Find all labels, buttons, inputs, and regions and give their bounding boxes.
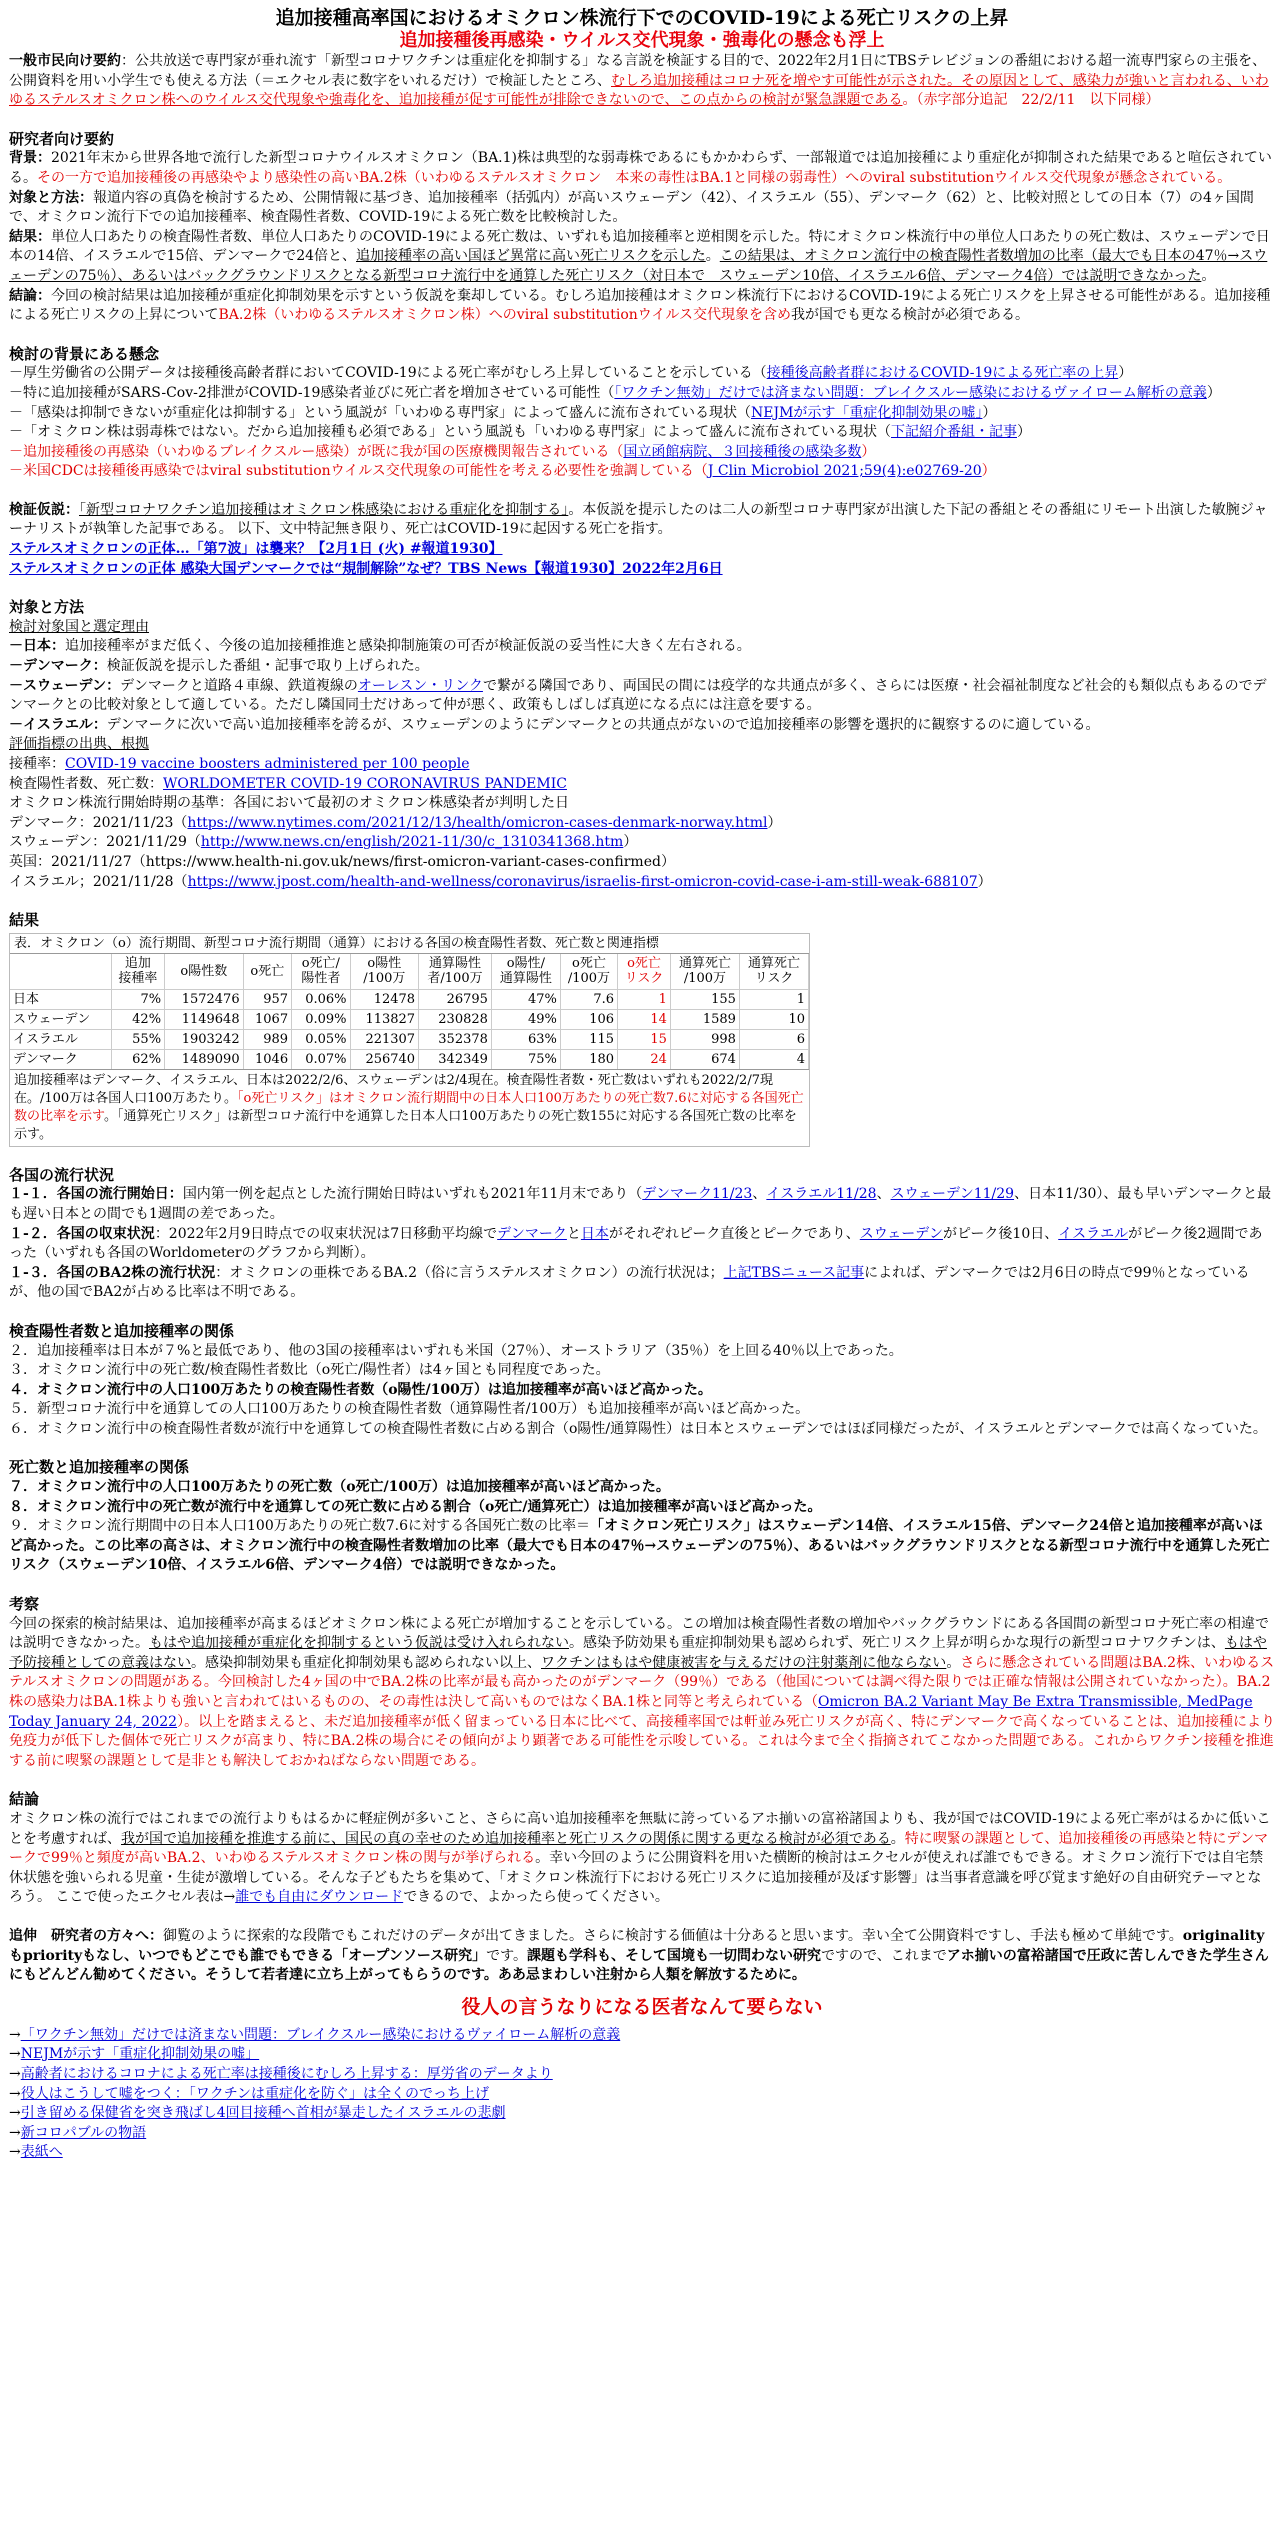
table-cell: 106 bbox=[560, 1009, 617, 1029]
footer-link-item: →新コロパブルの物語 bbox=[9, 2124, 147, 2141]
table-cell: 75% bbox=[491, 1049, 560, 1069]
trend-1-2: １-２．各国の収束状況：2022年2月9日時点での収束状況は7日移動平均線でデンマークと日本がそれぞれピーク直後とピークであり、スウェーデンがピーク後10日、イスラエルがピーク後2週間であった（いずれも各国のWorldometerのグラフから判断）。 bbox=[9, 1225, 1263, 1262]
country-cell: イスラエル bbox=[10, 1029, 111, 1049]
home-link[interactable]: 表紙へ bbox=[20, 2144, 63, 2161]
footer-link[interactable]: 引き留める保健省を突き飛ばし4回目接種へ首相が暴走したイスラエルの悲劇 bbox=[20, 2105, 506, 2122]
footer-link-item: →引き留める保健省を突き飛ばし4回目接種へ首相が暴走したイスラエルの悲劇 bbox=[9, 2105, 506, 2122]
table-cell: 1903242 bbox=[165, 1029, 244, 1049]
footer-link[interactable]: 役人はこうして嘘をつく：「ワクチンは重症化を防ぐ」は全くのでっち上げ bbox=[20, 2085, 490, 2102]
table-cell: 49% bbox=[491, 1009, 560, 1029]
source-sweden: スウェーデン：2021/11/29（http://www.news.cn/english/2021-11/30/c_1310341368.htm） bbox=[9, 834, 638, 851]
table-cell: 1489090 bbox=[165, 1049, 244, 1069]
table-cell: 7.6 bbox=[560, 989, 617, 1009]
footer-link-item: →「ワクチン無効」だけでは済まない問題：ブレイクスルー感染におけるヴァイローム解析の意義 bbox=[9, 2026, 621, 2043]
results-heading: 結果 bbox=[9, 911, 40, 930]
concern-link[interactable]: 国立函館病院、３回接種後の感染多数 bbox=[623, 443, 862, 460]
conclusion-heading: 結論 bbox=[9, 1790, 40, 1809]
worldometer-link[interactable]: WORLDOMETER COVID-19 CORONAVIRUS PANDEMIC bbox=[163, 775, 567, 792]
target-israel: －イスラエル：デンマークに次いで高い追加接種率を誇るが、スウェーデンのようにデンマークとの共通点がないので追加接種率の影響を選択的に観察するのに適している。 bbox=[9, 716, 1100, 733]
table-cell: 1149648 bbox=[165, 1009, 244, 1029]
footer-link-item: →表紙へ bbox=[9, 2144, 63, 2161]
table-cell: 342349 bbox=[419, 1049, 492, 1069]
table-header-cell: 通算死亡 /100万 bbox=[670, 954, 739, 990]
relation1-item: ３．オミクロン流行中の死亡数/検査陽性者数比（o死亡/陽性者）は4ヶ国とも同程度であった。 bbox=[9, 1362, 610, 1379]
concern-item: －「オミクロン株は弱毒株ではない。だから追加接種も必須である」という風説も「いわゆる専門家」によって盛んに流布されている現状（下記紹介番組・記事） bbox=[9, 424, 1031, 441]
targets-subheading: 検討対象国と選定理由 bbox=[9, 618, 149, 635]
tbs-program-link-2[interactable]: ステルスオミクロンの正体 感染大国デンマークでは“規制解除”なぜ？TBS News【報道1930】2022年2月6日 bbox=[9, 560, 723, 577]
table-row bbox=[10, 1029, 809, 1049]
table-cell: 180 bbox=[560, 1049, 617, 1069]
footer-link-item: →高齢者におけるコロナによる死亡率は接種後にむしろ上昇する：厚労省のデータより bbox=[9, 2065, 553, 2082]
table-cell: 1 bbox=[739, 989, 808, 1009]
table-header-cell: o死亡 /100万 bbox=[560, 954, 617, 990]
table-cell: 42% bbox=[111, 1009, 164, 1029]
researcher-summary-heading: 研究者向け要約 bbox=[9, 129, 115, 148]
table-cell: 221307 bbox=[350, 1029, 419, 1049]
table-cell: 1067 bbox=[243, 1009, 292, 1029]
table-cell: 1046 bbox=[243, 1049, 292, 1069]
concern-link[interactable]: 接種後高齢者群におけるCOVID-19による死亡率の上昇 bbox=[766, 365, 1119, 382]
source-start: オミクロン株流行開始時期の基準：各国において最初のオミクロン株感染者が判明した日 bbox=[9, 795, 569, 812]
japan-graph-link[interactable]: 日本 bbox=[580, 1225, 609, 1242]
country-cell: デンマーク bbox=[10, 1049, 111, 1069]
table-header-cell bbox=[10, 954, 111, 990]
table-row bbox=[10, 1009, 809, 1029]
source-cases: 検査陽性者数、死亡数：WORLDOMETER COVID-19 CORONAVIRUS PANDEMIC bbox=[9, 775, 567, 792]
denmark-start-link[interactable]: デンマーク11/23 bbox=[642, 1186, 753, 1203]
trend-heading: 各国の流行状況 bbox=[9, 1165, 115, 1184]
concern-link[interactable]: NEJMが示す「重症化抑制効果の嘘」 bbox=[751, 404, 983, 421]
relation2-item: ８．オミクロン流行中の死亡数が流行中を通算しての死亡数に占める割合（o死亡/通算死亡）は追加接種率が高いほど高かった。 bbox=[9, 1498, 822, 1515]
medpage-link[interactable]: Omicron BA.2 Variant May Be Extra Transmissible, MedPage Today January 24, 2022 bbox=[9, 1694, 1253, 1730]
table-header-cell: o死亡/ 陽性者 bbox=[292, 954, 350, 990]
table-cell: 15 bbox=[618, 1029, 671, 1049]
concern-item: －厚生労働省の公開データは接種後高齢者群においてCOVID-19による死亡率がむしろ上昇していることを示している（接種後高齢者群におけるCOVID-19による死亡率の上昇） bbox=[9, 365, 1133, 382]
sweden-start-link[interactable]: スウェーデン11/29 bbox=[890, 1186, 1015, 1203]
table-cell: 63% bbox=[491, 1029, 560, 1049]
table-header-cell: o死亡 リスク bbox=[618, 954, 671, 990]
source-denmark: デンマーク：2021/11/23（https://www.nytimes.com/2021/12/13/health/omicron-cases-denmark-norway.html） bbox=[9, 814, 782, 831]
relation1-item: ２．追加接種率は日本が７%と最低であり、他の3国の接種率はいずれも米国（27％）、オーストラリア（35％）を上回る40％以上であった。 bbox=[9, 1342, 903, 1359]
table-cell: 1 bbox=[618, 989, 671, 1009]
table-header-cell: 通算死亡 リスク bbox=[739, 954, 808, 990]
table-cell: 957 bbox=[243, 989, 292, 1009]
general-summary-heading: 一般市民向け要約 bbox=[9, 53, 121, 69]
israel-source-link[interactable]: https://www.jpost.com/health-and-wellness/coronavirus/israelis-first-omicron-covid-case-i-am-still-weak-688107 bbox=[187, 873, 978, 890]
table-cell: 0.09% bbox=[292, 1009, 350, 1029]
concern-link[interactable]: J Clin Microbiol 2021;59(4):e02769-20 bbox=[707, 463, 982, 480]
table-cell: 256740 bbox=[350, 1049, 419, 1069]
targets-heading: 対象と方法 bbox=[9, 598, 85, 617]
table-cell: 998 bbox=[670, 1029, 739, 1049]
table-cell: 4 bbox=[739, 1049, 808, 1069]
concern-item: －特に追加接種がSARS-Cov-2排泄がCOVID-19感染者並びに死亡者を増加させている可能性（「ワクチン無効」だけでは済まない問題：ブレイクスルー感染におけるヴァイローム解析の意義） bbox=[9, 384, 1221, 401]
methods-paragraph: 対象と方法：報道内容の真偽を検討するため、公開情報に基づき、追加接種率（括弧内）が高いスウェーデン（42）、イスラエル（55）、デンマーク（62）と、比較対照としての日本（7）の4ヶ国間で、オミクロン流行下での追加接種率、検査陽性者数、COVID-19による死亡数を比較検討した。 bbox=[9, 189, 1254, 226]
table-cell: 26795 bbox=[419, 989, 492, 1009]
tbs-program-link-1[interactable]: ステルスオミクロンの正体…「第7波」は襲来？【2月1日 (火) #報道1930】 bbox=[9, 541, 503, 558]
relation2-heading: 死亡数と追加接種率の関係 bbox=[9, 1458, 190, 1477]
target-denmark: －デンマーク：検証仮説を提示した番組・記事で取り上げられた。 bbox=[9, 658, 429, 675]
sources-subheading: 評価指標の出典、根拠 bbox=[9, 736, 149, 753]
table-cell: 14 bbox=[618, 1009, 671, 1029]
table-note: 追加接種率はデンマーク、イスラエル、日本は2022/2/6、スウェーデンは2/4現在。検査陽性者数・死亡数はいずれも2022/2/7現在。/100万は各国人口100万あたり。「o死亡リスク」はオミクロン流行期間中の日本人口100万あたりの死亡数7.6に対応する各国死亡数の比率を示す。「通算死亡リスク」は新型コロナ流行中を通算した日本人口100万あたりの死亡数155に対応する各国死亡数の比率を示す。 bbox=[10, 1069, 809, 1146]
footer-link[interactable]: 「ワクチン無効」だけでは済まない問題：ブレイクスルー感染におけるヴァイローム解析の意義 bbox=[20, 2026, 621, 2043]
table-row bbox=[10, 1049, 809, 1069]
table-header-cell: o陽性 /100万 bbox=[350, 954, 419, 990]
table-cell: 1572476 bbox=[165, 989, 244, 1009]
table-header-cell: o陽性数 bbox=[165, 954, 244, 990]
table-cell: 55% bbox=[111, 1029, 164, 1049]
table-cell: 0.07% bbox=[292, 1049, 350, 1069]
footer-links bbox=[9, 2026, 1275, 2163]
page-subtitle: 追加接種後再感染・ウイルス交代現象・強毒化の懸念も浮上 bbox=[399, 30, 885, 51]
sweden-graph-link[interactable]: スウェーデン bbox=[859, 1225, 943, 1242]
table-row bbox=[10, 989, 809, 1009]
concern-link[interactable]: 下記紹介番組・記事 bbox=[891, 424, 1017, 441]
relation1-heading: 検査陽性者数と追加接種率の関係 bbox=[9, 1321, 235, 1340]
table-cell: 155 bbox=[670, 989, 739, 1009]
footer-link[interactable]: NEJMが示す「重症化抑制効果の嘘」 bbox=[20, 2046, 260, 2063]
table-cell: 7% bbox=[111, 989, 164, 1009]
table-cell: 0.06% bbox=[292, 989, 350, 1009]
concern-link[interactable]: 「ワクチン無効」だけでは済まない問題：ブレイクスルー感染におけるヴァイローム解析の意義 bbox=[614, 384, 1207, 401]
tbs-news-link[interactable]: 上記TBSニュース記事 bbox=[723, 1264, 865, 1281]
table-cell: 10 bbox=[739, 1009, 808, 1029]
relation1-item: ６．オミクロン流行中の検査陽性者数が流行中を通算しての検査陽性者数に占める割合（o陽性/通算陽性）は日本とスウェーデンではほぼ同様だったが、イスラエルとデンマークでは高くなっていた。 bbox=[9, 1420, 1267, 1437]
footer-link[interactable]: 高齢者におけるコロナによる死亡率は接種後にむしろ上昇する：厚労省のデータより bbox=[20, 2065, 553, 2082]
source-uk: 英国：2021/11/27（https://www.health-ni.gov.uk/news/first-omicron-variant-cases-confirmed） bbox=[9, 853, 675, 870]
table-title: 表．オミクロン（o）流行期間、新型コロナ流行期間（通算）における各国の検査陽性者数、死亡数と関連指標 bbox=[10, 934, 809, 954]
table-cell: 115 bbox=[560, 1029, 617, 1049]
table-header-cell: o死亡 bbox=[243, 954, 292, 990]
table-cell: 674 bbox=[670, 1049, 739, 1069]
slogan: 役人の言うなりになる医者なんて要らない bbox=[461, 1995, 823, 2018]
table-cell: 0.05% bbox=[292, 1029, 350, 1049]
hypothesis-paragraph: 検証仮説：「新型コロナワクチン追加接種はオミクロン株感染における重症化を抑制する」。本仮説を提示したのは二人の新型コロナ専門家が出演した下記の番組とその番組にリモート出演した敏腕ジャーナリストが執筆した記事である。 以下、文中特記無き限り、死亡はCOVID-19に起因する死亡を指す。 bbox=[9, 501, 1268, 538]
country-cell: スウェーデン bbox=[10, 1009, 111, 1029]
table-cell: 12478 bbox=[350, 989, 419, 1009]
oresund-link[interactable]: オーレスン・リンク bbox=[357, 677, 483, 694]
denmark-source-link[interactable]: https://www.nytimes.com/2021/12/13/health/omicron-cases-denmark-norway.html bbox=[187, 814, 768, 831]
conclusion-paragraph: 結論：今回の検討結果は追加接種が重症化抑制効果を示すという仮説を棄却している。むしろ追加接種はオミクロン株流行下におけるCOVID-19による死亡リスクを上昇させる可能性がある。追加接種による死亡リスクの上昇についてBA.2株（いわゆるステルスオミクロン株）へのviral substitutionウイルス交代現象を含め我が国でも更なる検討が必須である。 bbox=[9, 287, 1271, 324]
discussion-heading: 考察 bbox=[9, 1595, 40, 1614]
table-cell: 230828 bbox=[419, 1009, 492, 1029]
table-cell: 24 bbox=[618, 1049, 671, 1069]
source-israel: イスラエル；2021/11/28（https://www.jpost.com/health-and-wellness/coronavirus/israelis-first-omicron-covid-case-i-am-still-weak-688107） bbox=[9, 873, 992, 890]
page-title: 追加接種高率国におけるオミクロン株流行下でのCOVID-19による死亡リスクの上昇 bbox=[275, 7, 1009, 29]
table-cell: 1589 bbox=[670, 1009, 739, 1029]
concern-heading: 検討の背景にある懸念 bbox=[9, 344, 160, 363]
discussion-paragraph: 今回の探索的検討結果は、追加接種率が高まるほどオミクロン株による死亡が増加することを示している。この増加は検査陽性者数の増加やバックグラウンドにある各国間の新型コロナ死亡率の相違では説明できなかった。もはや追加接種が重症化を抑制するという仮説は受け入れられない。感染予防効果も重症抑制効果も認められず、死亡リスク上昇が明らかな現行の新型コロナワクチンは、もはや予防接種としての意義はない。感染抑制効果も重症化抑制効果も認められない以上、ワクチンはもはや健康被害を与えるだけの注射薬剤に他ならない。さらに懸念されている問題はBA.2株、いわゆるステルスオミクロンの問題がある。今回検討した4ヶ国の中でBA.2株の比率が最も高かったのがデンマーク（99％）である（他国については調べ得た限りでは正確な情報は公開されていなかった）。BA.2株の感染力はBA.1株よりも強いと言われてはいるものの、その毒性は決して高いものではなくBA.1株と同等と考えられている（Omicron BA.2 Variant May Be Extra Transmissible, MedPage Today January 24, 2022）。以上を踏まえると、未だ追加接種率が低く留まっている日本に比べて、高接種率国では軒並み死亡リスクが高く、特にデンマークで高くなっていることは、追加接種により免疫力が低下した個体で死亡リスクが高まり、特にBA.2株の場合にその傾向がより顕著である可能性を示唆している。これは今まで全く指摘されてこなかった問題である。これからワクチン接種を推進する前に喫緊の課題として是非とも解決しておかねばならない問題である。 bbox=[9, 1615, 1275, 1769]
table-cell: 47% bbox=[491, 989, 560, 1009]
table-cell: 989 bbox=[243, 1029, 292, 1049]
concern-list bbox=[9, 364, 1275, 482]
boosters-link[interactable]: COVID-19 vaccine boosters administered per 100 people bbox=[65, 756, 470, 772]
trend-1-1: １-１．各国の流行開始日：国内第一例を起点とした流行開始日時はいずれも2021年11月末であり（デンマーク11/23、イスラエル11/28、スウェーデン11/29、日本11/30）、最も早いデンマークと最も遅い日本との間でも1週間の差であった。 bbox=[9, 1186, 1272, 1222]
postscript: 追伸 研究者の方々へ：御覧のように探索的な段階でもこれだけのデータが出てきました。さらに検討する価値は十分あると思います。幸い全て公開資料ですし、手法も極めて単純です。originalityもpriorityもなし、いつでもどこでも誰でもできる「オープンソース研究」です。課題も学科も、そして国境も一切問わない研究ですので、これまでアホ揃いの富裕諸国で圧政に苦しんできた学生さんにもどんどん勧めてください。そうして若者達に立ち上がってもらうのです。ああ忌まわしい注射から人類を解放するために。 bbox=[9, 1927, 1269, 1984]
concern-item: －「感染は抑制できないが重症化は抑制する」という風説が「いわゆる専門家」によって盛んに流布されている現状（NEJMが示す「重症化抑制効果の嘘」） bbox=[9, 404, 997, 421]
concern-item: －米国CDCは接種後再感染ではviral substitutionウイルス交代現象の可能性を考える必要性を強調している（J Clin Microbiol 2021;59(4):e02769-20） bbox=[9, 463, 996, 480]
table-cell: 62% bbox=[111, 1049, 164, 1069]
table-header-cell: o陽性/ 通算陽性 bbox=[491, 954, 560, 990]
relation2-item: ７．オミクロン流行中の人口100万あたりの死亡数（o死亡/100万）は追加接種率が高いほど高かった。 bbox=[9, 1479, 670, 1496]
relation2-item: ９．オミクロン流行期間中の日本人口100万あたりの死亡数7.6に対する各国死亡数の比率＝「オミクロン死亡リスク」はスウェーデン14倍、イスラエル15倍、デンマーク24倍と追加接種率が高いほど高かった。この比率の高さは、オミクロン流行中の検査陽性者数増加の比率（最大でも日本の47％→スウェーデンの75％）、あるいはバックグラウンドリスクとなる新型コロナ流行中を通算した死亡リスク（スウェーデン10倍、イスラエル6倍、デンマーク4倍）では説明できなかった。 bbox=[9, 1518, 1270, 1574]
footer-link[interactable]: 新コロパブルの物語 bbox=[20, 2124, 147, 2141]
target-japan: －日本：追加接種率がまだ低く、今後の追加接種推進と感染抑制施策の可否が検証仮説の妥当性に大きく左右される。 bbox=[9, 638, 751, 655]
general-summary: 一般市民向け要約：公共放送で専門家が垂れ流す「新型コロナワクチンは重症化を抑制する」なる言説を検証する目的で、2022年2月1日にTBSテレビジョンの番組における超一流専門家らの主張を、公開資料を用い小学生でも使える方法（＝エクセル表に数字をいれるだけ）で検証したところ、むしろ追加接種はコロナ死を増やす可能性が示された。その原因として、感染力が強いと言われる、いわゆるステルスオミクロン株へのウイルス交代現象や強毒化を、追加接種が促す可能性が排除できないので、この点からの検討が緊急課題である。（赤字部分追記 22/2/11 以下同様） bbox=[9, 53, 1269, 109]
source-boosters: 接種率：COVID-19 vaccine boosters administered per 100 people bbox=[9, 756, 470, 772]
excel-download-link[interactable]: 誰でも自由にダウンロード bbox=[235, 1889, 404, 1906]
background-paragraph: 背景：2021年末から世界各地で流行した新型コロナウイルスオミクロン（BA.1)株は典型的な弱毒株であるにもかかわらず、一部報道では追加接種により重症化が抑制された結果であると喧伝されている。その一方で追加接種後の再感染やより感染性の高いBA.2株（いわゆるステルスオミクロン 本来の毒性はBA.1と同様の弱毒性）へのviral substitutionウイルス交代現象が懸念されている。 bbox=[9, 150, 1272, 186]
concern-item: －追加接種後の再感染（いわゆるブレイクスルー感染）が既に我が国の医療機関報告されている（国立函館病院、３回接種後の感染多数） bbox=[9, 443, 876, 460]
conclusion-body: オミクロン株の流行ではこれまでの流行よりもはるかに軽症例が多いこと、さらに高い追加接種率を無駄に誇っているアホ揃いの富裕諸国よりも、我が国ではCOVID-19による死亡率がはるかに低いことを考慮すれば、我が国で追加接種を推進する前に、国民の真の幸せのため追加接種率と死亡リスクの関係に関する更なる検討が必須である。特に喫緊の課題として、追加接種後の再感染と特にデンマークで99％と頻度が高いBA.2、いわゆるステルスオミクロン株の関与が挙げられる。幸い今回のように公開資料を用いた横断的検討はエクセルが使えれば誰でもできる。オミクロン流行下では自宅禁休状態を強いられる児童・生徒が激増している。そんな子どもたちを集めて、「オミクロン株流行下における死亡リスクに追加接種が及ぼす影響」は当事者意識を呼び覚ます絶好の自由研究テーマとなろう。 ここで使ったエクセル表は→誰でも自由にダウンロードできるので、よかったら使ってください。 bbox=[9, 1810, 1271, 1906]
country-cell: 日本 bbox=[10, 989, 111, 1009]
footer-link-item: →NEJMが示す「重症化抑制効果の嘘」 bbox=[9, 2046, 260, 2063]
table-cell: 6 bbox=[739, 1029, 808, 1049]
results-paragraph: 結果：単位人口あたりの検査陽性者数、単位人口あたりのCOVID-19による死亡数は、いずれも追加接種率と逆相関を示した。特にオミクロン株流行中の単位人口あたりの死亡数は、スウェーデンで日本の14倍、イスラエルで15倍、デンマークで24倍と、追加接種率の高い国ほど異常に高い死亡リスクを示した。この結果は、オミクロン流行中の検査陽性者数増加の比率（最大でも日本の47％→スウェーデンの75％）、あるいはバックグラウンドリスクとなる新型コロナ流行中を通算した死亡リスク（対日本で スウェーデン10倍、イスラエル6倍、デンマーク4倍）では説明できなかった。 bbox=[9, 228, 1270, 284]
table-header-cell: 通算陽性 者/100万 bbox=[419, 954, 492, 990]
israel-graph-link[interactable]: イスラエル bbox=[1058, 1225, 1129, 1242]
trend-1-3: １-３．各国のBA2株の流行状況：オミクロンの亜株であるBA.2（俗に言うステルスオミクロン）の流行状況は；上記TBSニュース記事によれば、デンマークでは2月6日の時点で99％となっているが、他の国でBA2が占める比率は不明である。 bbox=[9, 1264, 1250, 1301]
target-sweden: －スウェーデン：デンマークと道路４車線、鉄道複線のオーレスン・リンクで繋がる隣国であり、両国民の間には疫学的な共通点が多く、さらには医療・社会福祉制度など社会的も類似点もあるのでデンマークとの比較対象として適している。ただし隣国同士だけあって仲が悪く、政策もしばしば真逆になる点には注意を要する。 bbox=[9, 677, 1267, 714]
table-cell: 352378 bbox=[419, 1029, 492, 1049]
table-header-cell: 追加 接種率 bbox=[111, 954, 164, 990]
relation1-item: ５．新型コロナ流行中を通算しての人口100万あたりの検査陽性者数（通算陽性者/100万）も追加接種率が高いほど高かった。 bbox=[9, 1401, 810, 1418]
sweden-source-link[interactable]: http://www.news.cn/english/2021-11/30/c_1310341368.htm bbox=[200, 834, 624, 851]
relation1-item: ４．オミクロン流行中の人口100万あたりの検査陽性者数（o陽性/100万）は追加接種率が高いほど高かった。 bbox=[9, 1381, 712, 1398]
israel-start-link[interactable]: イスラエル11/28 bbox=[766, 1186, 877, 1203]
denmark-graph-link[interactable]: デンマーク bbox=[497, 1225, 567, 1242]
results-table bbox=[9, 933, 810, 1147]
table-cell: 113827 bbox=[350, 1009, 419, 1029]
footer-link-item: →役人はこうして嘘をつく：「ワクチンは重症化を防ぐ」は全くのでっち上げ bbox=[9, 2085, 490, 2102]
